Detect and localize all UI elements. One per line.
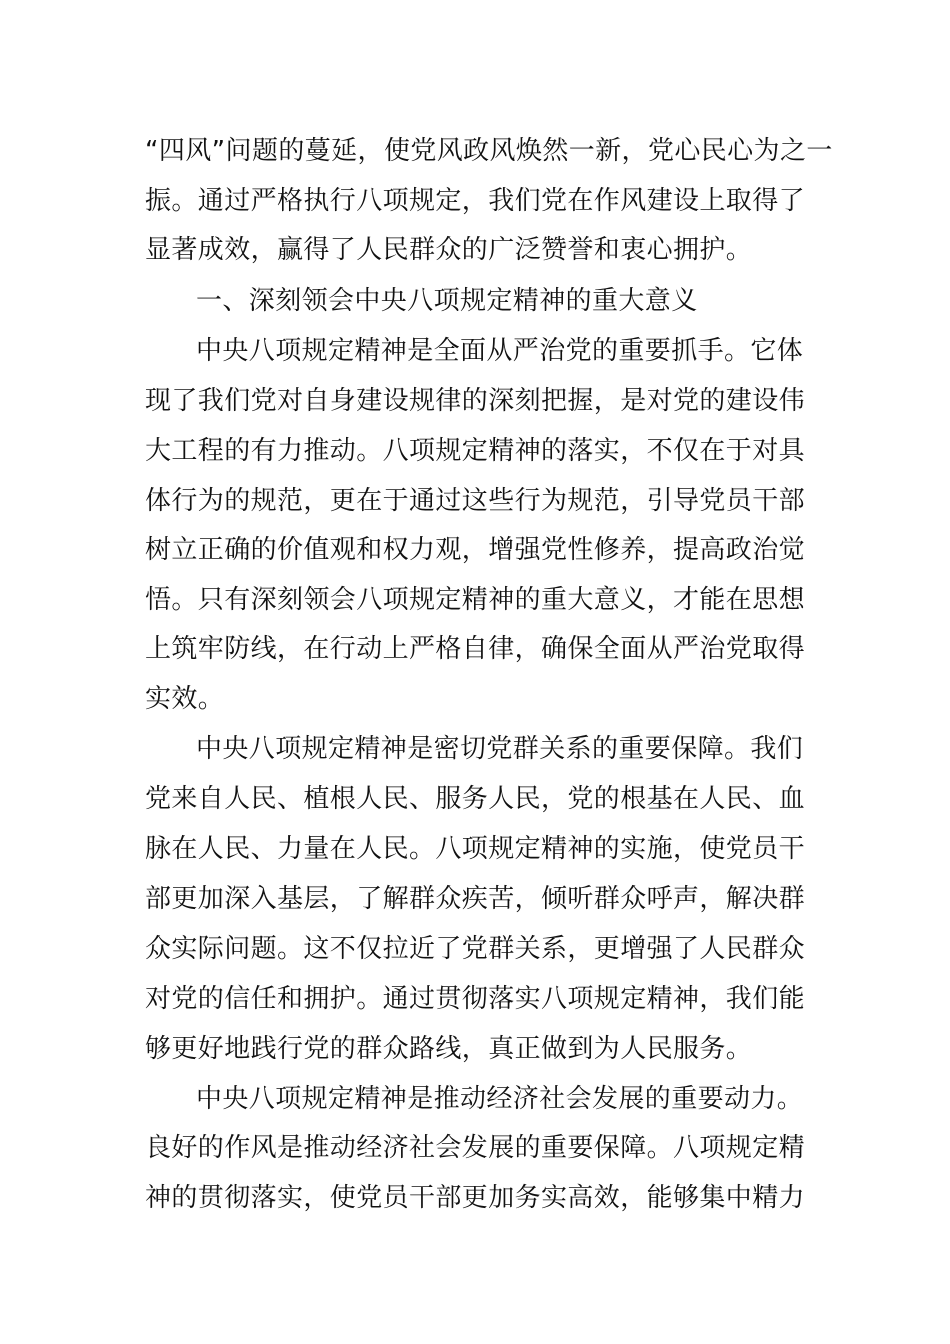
- text-line: 神的贯彻落实，使党员干部更加务实高效，能够集中精力: [145, 1183, 806, 1213]
- text-line: 现了我们党对自身建设规律的深刻把握，是对党的建设伟: [145, 386, 806, 416]
- text-line: 大工程的有力推动。八项规定精神的落实，不仅在于对具: [145, 436, 806, 466]
- text-line: 众实际问题。这不仅拉近了党群关系，更增强了人民群众: [145, 934, 806, 964]
- text-line: 上筑牢防线，在行动上严格自律，确保全面从严治党取得: [145, 634, 806, 664]
- text-line: 够更好地践行党的群众路线，真正做到为人民服务。: [145, 1034, 753, 1064]
- section-heading: 一、深刻领会中央八项规定精神的重大意义: [196, 286, 698, 316]
- text-line: 部更加深入基层，了解群众疾苦，倾听群众呼声，解决群: [145, 884, 806, 914]
- text-line: 脉在人民、力量在人民。八项规定精神的实施，使党员干: [145, 834, 806, 864]
- text-line: 对党的信任和拥护。通过贯彻落实八项规定精神，我们能: [145, 984, 806, 1014]
- text-line: 显著成效，赢得了人民群众的广泛赞誉和衷心拥护。: [145, 235, 753, 265]
- text-line: 实效。: [145, 684, 225, 714]
- text-line: 党来自人民、植根人民、服务人民，党的根基在人民、血: [145, 784, 806, 814]
- text-line: 振。通过严格执行八项规定，我们党在作风建设上取得了: [145, 186, 806, 216]
- text-line: 中央八项规定精神是全面从严治党的重要抓手。它体: [196, 336, 804, 366]
- text-line: 悟。只有深刻领会八项规定精神的重大意义，才能在思想: [145, 585, 806, 615]
- text-line: 中央八项规定精神是密切党群关系的重要保障。我们: [196, 734, 804, 764]
- text-line: 良好的作风是推动经济社会发展的重要保障。八项规定精: [145, 1133, 806, 1163]
- text-line: “四风”问题的蔓延，使党风政风焕然一新，党心民心为之一: [145, 136, 833, 166]
- text-line: 树立正确的价值观和权力观，增强党性修养，提高政治觉: [145, 535, 806, 565]
- text-line: 中央八项规定精神是推动经济社会发展的重要动力。: [196, 1084, 804, 1114]
- text-line: 体行为的规范，更在于通过这些行为规范，引导党员干部: [145, 486, 806, 516]
